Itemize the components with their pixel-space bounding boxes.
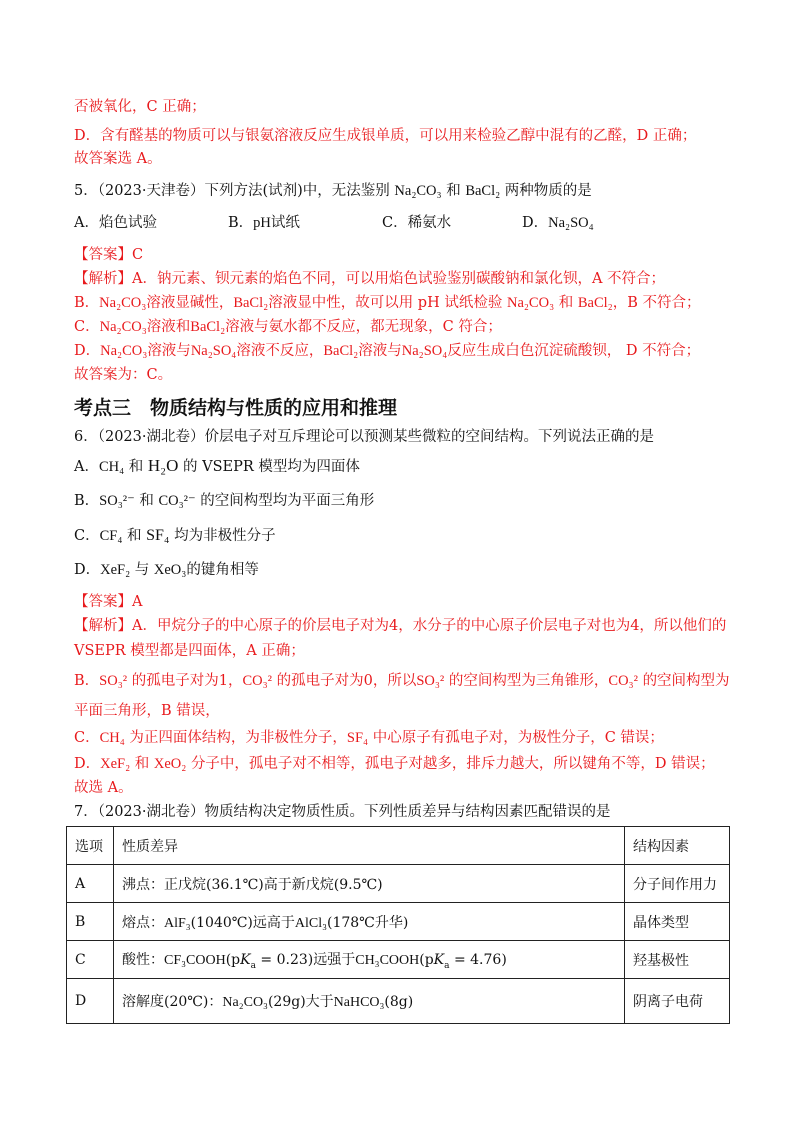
text: 酸性： bbox=[122, 951, 164, 968]
formula: XeO₂ bbox=[153, 756, 187, 772]
table-header: 结构因素 bbox=[625, 827, 730, 865]
text-line: 故答案为：C。 bbox=[74, 367, 173, 383]
text: (p bbox=[419, 951, 434, 968]
text: 的键角相等 bbox=[186, 562, 259, 578]
text: (29g)大于 bbox=[267, 994, 334, 1010]
text: 溶液不反应， bbox=[236, 343, 324, 359]
text: B． bbox=[74, 493, 100, 509]
text: A． bbox=[74, 459, 99, 475]
formula: CO₃² bbox=[242, 673, 272, 689]
formula: SO₃² bbox=[99, 673, 128, 689]
text: K bbox=[433, 951, 445, 968]
text: 和 bbox=[139, 493, 154, 509]
explanation-line bbox=[74, 316, 740, 338]
formula: CH₃COOH bbox=[355, 952, 420, 968]
text: 溶液显中性，故可以用 pH 试纸检验 bbox=[268, 295, 503, 311]
formula: Na₂SO₄ bbox=[401, 343, 448, 359]
text: 的 VSEPR 模型均为四面体 bbox=[183, 459, 360, 475]
text: 为正四面体结构，为非极性分子， bbox=[129, 730, 347, 746]
text: (178℃升华) bbox=[327, 914, 409, 931]
formula: BaCl₂ bbox=[190, 319, 226, 335]
text: 和 bbox=[127, 528, 142, 544]
question-6-option-b bbox=[74, 490, 740, 512]
text: 和 bbox=[128, 459, 144, 475]
text: 溶液与 bbox=[147, 343, 191, 359]
question-6-option-d bbox=[74, 559, 740, 581]
text: C． bbox=[74, 319, 100, 335]
explanation-line bbox=[74, 727, 740, 749]
formula: CO₃² bbox=[608, 673, 638, 689]
explanation-line: 【解析】A．钠元素、钡元素的焰色不同，可以用焰色试验鉴别碳酸钠和氯化钡，A 不符合； bbox=[74, 271, 666, 287]
text: 的空间构型为三角锥形， bbox=[448, 673, 609, 689]
formula: CH₄ bbox=[98, 459, 125, 475]
table-row bbox=[67, 979, 730, 1024]
text: K bbox=[240, 951, 251, 968]
text: B． bbox=[74, 295, 100, 311]
text-line: D．含有醛基的物质可以与银氨溶液反应生成银单质，可以用来检验乙醇中混有的乙醛，D 正确； bbox=[74, 128, 697, 144]
text: 和 bbox=[134, 756, 150, 772]
text-line: 否被氧化，C 正确； bbox=[74, 99, 206, 115]
formula: CO₃²⁻ bbox=[158, 493, 196, 509]
table-cell: 沸点：正戊烷(36.1℃)高于新戊烷(9.5℃) bbox=[114, 865, 625, 903]
option-b bbox=[228, 212, 382, 234]
table-header: 选项 bbox=[67, 827, 114, 865]
text: D． bbox=[74, 756, 101, 772]
text: B． bbox=[74, 673, 100, 689]
text: = 0.23)远强于 bbox=[255, 951, 356, 968]
explanation-line bbox=[74, 340, 740, 362]
formula: Na₂CO₃ bbox=[222, 995, 268, 1010]
formula: SF₄ bbox=[146, 527, 170, 544]
formula: Na₂CO₃ bbox=[394, 183, 442, 199]
question-6-option-a bbox=[74, 455, 740, 478]
formula: BaCl₂ bbox=[465, 183, 501, 199]
question-7-stem: 7．（2023·湖北卷）物质结构决定物质性质。下列性质差异与结构因素匹配错误的是 bbox=[74, 804, 611, 820]
formula: Na₂CO₃ bbox=[506, 295, 555, 311]
table-row bbox=[67, 941, 730, 979]
text: 溶液与 bbox=[358, 343, 402, 359]
text: 溶液显碱性， bbox=[146, 295, 234, 311]
text: C． bbox=[74, 528, 100, 544]
table-cell bbox=[114, 941, 625, 979]
section-heading: 考点三 物质结构与性质的应用和推理 bbox=[74, 397, 398, 419]
answer-6: 【答案】A bbox=[74, 594, 143, 610]
formula: CH₄ bbox=[99, 730, 125, 746]
formula: SO₃² bbox=[416, 673, 445, 689]
text: 的空间构型为 bbox=[642, 673, 730, 689]
stem-text: 5．（2023·天津卷）下列方法(试剂)中，无法鉴别 bbox=[74, 183, 390, 199]
formula: Na₂SO₄ bbox=[190, 343, 237, 359]
text: 反应生成白色沉淀硫酸钡， D 不符合； bbox=[447, 343, 701, 359]
formula: CF₃COOH bbox=[164, 952, 226, 968]
text: 的孤电子对为0，所以 bbox=[276, 673, 417, 689]
text: 中心原子有孤电子对，为极性分子，C 错误； bbox=[372, 730, 664, 746]
text-line: 故答案选 A。 bbox=[74, 151, 162, 167]
table-cell: A bbox=[67, 865, 114, 903]
formula: NaHCO₃ bbox=[333, 995, 385, 1010]
question-5-stem bbox=[74, 180, 740, 202]
formula: SF₄ bbox=[346, 730, 369, 746]
table-cell: C bbox=[67, 941, 114, 979]
stem-text: 两种物质的是 bbox=[504, 183, 592, 199]
stem-text: 和 bbox=[446, 183, 461, 199]
answer-5: 【答案】C bbox=[74, 247, 144, 263]
table-header: 性质差异 bbox=[114, 827, 625, 865]
table-cell: D bbox=[67, 979, 114, 1024]
text: D． bbox=[74, 562, 101, 578]
table-cell: 晶体类型 bbox=[625, 903, 730, 941]
formula: BaCl₂ bbox=[577, 295, 613, 311]
text: 溶液与氨水都不反应，都无现象，C 符合； bbox=[225, 319, 502, 335]
table-cell: 分子间作用力 bbox=[625, 865, 730, 903]
text: a bbox=[250, 960, 256, 971]
table-row bbox=[67, 903, 730, 941]
formula: Na₂CO₃ bbox=[99, 295, 147, 311]
formula: H₂O bbox=[147, 456, 179, 475]
comparison-table bbox=[66, 826, 730, 1024]
text: 熔点： bbox=[122, 914, 164, 931]
text: 的空间构型均为平面三角形 bbox=[200, 493, 375, 509]
table-header-row bbox=[67, 827, 730, 865]
formula: XeF₂ bbox=[100, 562, 131, 578]
table-row bbox=[67, 865, 730, 903]
option-a: A．焰色试验 bbox=[74, 215, 157, 231]
option-label: D． bbox=[522, 215, 549, 231]
text: (8g) bbox=[384, 994, 414, 1010]
explanation-line: 【解析】A．甲烷分子的中心原子的价层电子对为4，水分子的中心原子价层电子对也为4，所以他们的 bbox=[74, 618, 727, 634]
text: 溶液和 bbox=[146, 319, 191, 335]
explanation-line: VSEPR 模型都是四面体，A 正确； bbox=[74, 643, 305, 659]
question-6-option-c bbox=[74, 525, 740, 547]
explanation-line bbox=[74, 753, 740, 775]
text: (p bbox=[225, 951, 241, 968]
explanation-line bbox=[74, 292, 740, 314]
text: 与 bbox=[134, 562, 150, 578]
question-5-options bbox=[74, 212, 740, 234]
text: = 4.76) bbox=[449, 951, 507, 968]
table-cell bbox=[114, 903, 625, 941]
text: 溶解度(20℃)： bbox=[122, 994, 223, 1010]
explanation-line: 平面三角形，B 错误， bbox=[74, 703, 220, 719]
formula: CF₄ bbox=[99, 528, 123, 544]
question-6-stem: 6．（2023·湖北卷）价层电子对互斥理论可以预测某些微粒的空间结构。下列说法正确的是 bbox=[74, 429, 654, 445]
formula: Na₂SO₄ bbox=[548, 215, 594, 231]
text: C． bbox=[74, 730, 100, 746]
formula: AlCl₃ bbox=[294, 915, 327, 931]
table-cell bbox=[114, 979, 625, 1024]
table-cell: B bbox=[67, 903, 114, 941]
formula: BaCl₂ bbox=[233, 295, 269, 311]
formula: Na₂CO₃ bbox=[100, 343, 148, 359]
text: (1040℃)远高于 bbox=[190, 914, 295, 931]
text: ，B 不符合； bbox=[612, 295, 701, 311]
text: a bbox=[444, 960, 450, 971]
formula: Na₂CO₃ bbox=[99, 319, 147, 335]
explanation-line bbox=[74, 670, 740, 692]
text-line: 故选 A。 bbox=[74, 780, 133, 796]
formula: XeO₃ bbox=[153, 562, 187, 578]
formula: XeF₂ bbox=[100, 756, 131, 772]
table-cell: 羟基极性 bbox=[625, 941, 730, 979]
text: D． bbox=[74, 343, 101, 359]
text: 的孤电子对为1， bbox=[131, 673, 243, 689]
option-text: 试纸 bbox=[270, 215, 300, 231]
option-c: C．稀氨水 bbox=[382, 215, 452, 231]
text: 均为非极性分子 bbox=[174, 528, 276, 544]
text: 分子中，孤电子对不相等，孤电子对越多，排斥力越大，所以键角不等，D 错误； bbox=[190, 756, 715, 772]
formula: AlF₃ bbox=[164, 915, 191, 931]
formula: pH bbox=[253, 215, 271, 231]
option-label: B． bbox=[228, 215, 254, 231]
option-d bbox=[522, 212, 594, 234]
formula: SO₃²⁻ bbox=[99, 493, 135, 509]
formula: BaCl₂ bbox=[323, 343, 359, 359]
table-cell: 阴离子电荷 bbox=[625, 979, 730, 1024]
text: 和 bbox=[558, 295, 574, 311]
